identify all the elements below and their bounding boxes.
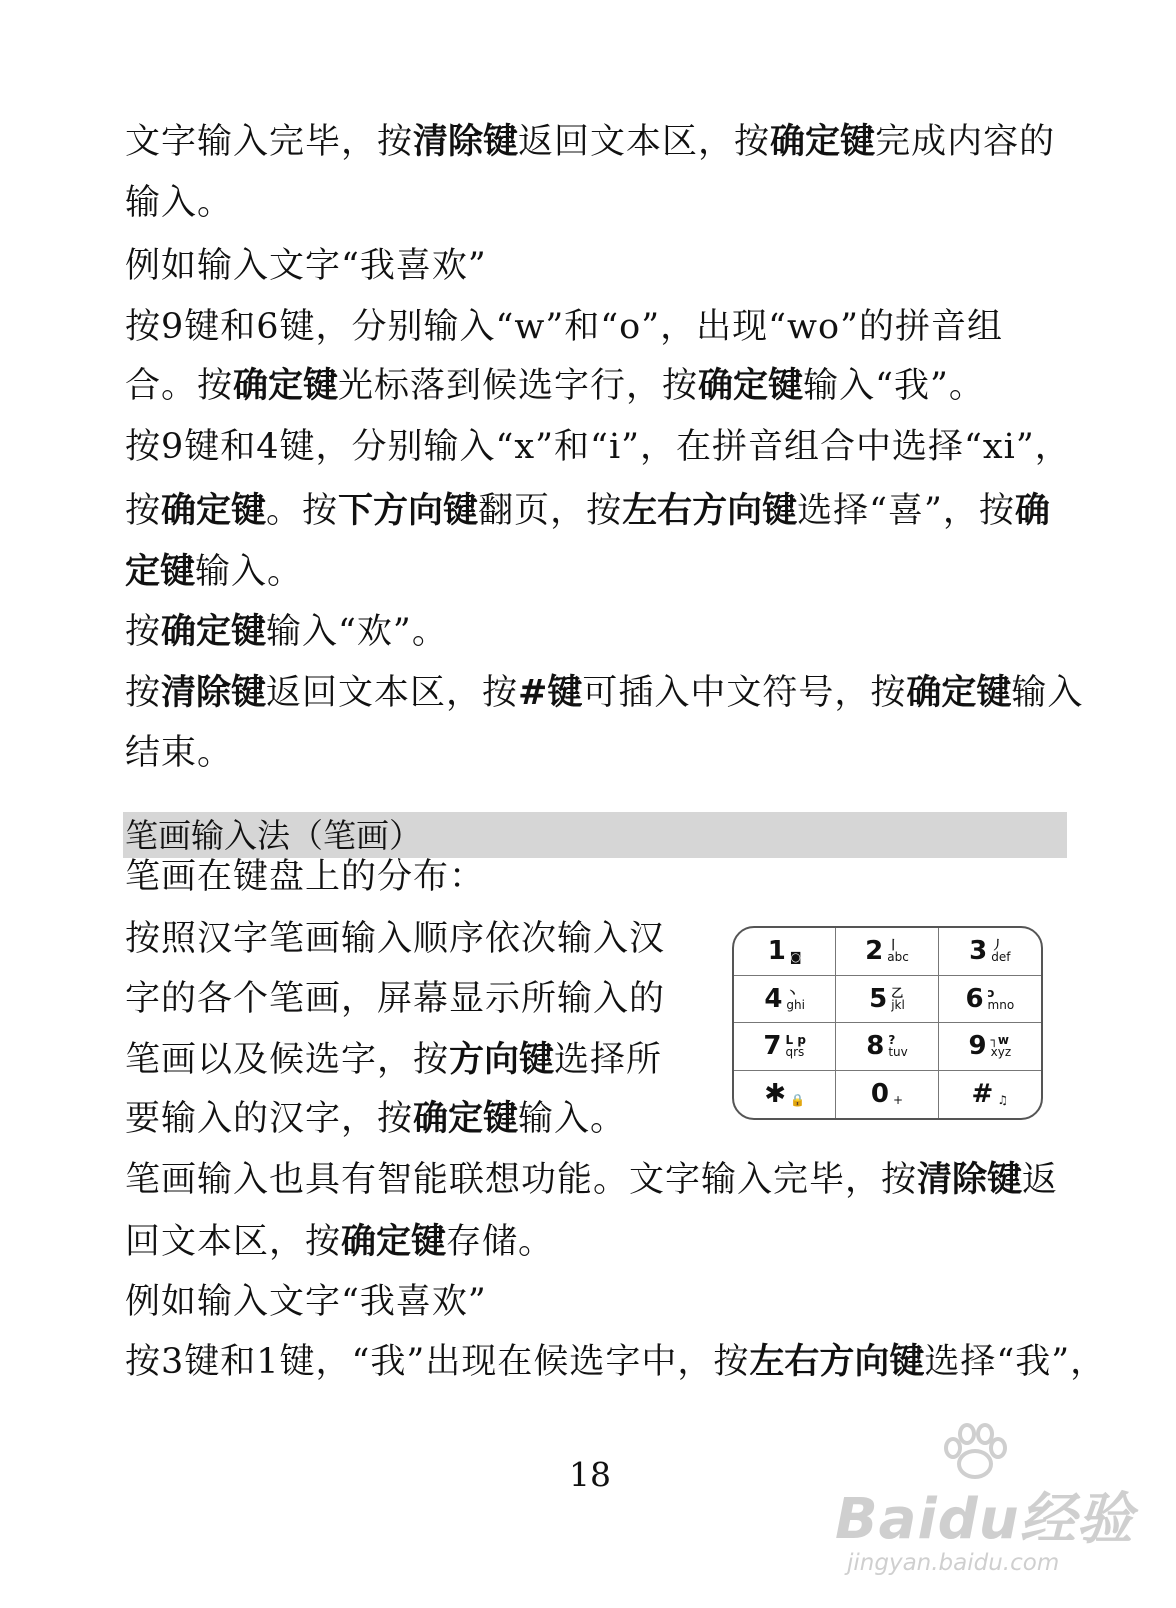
key-digit: 6 [965, 983, 984, 1014]
text-segment: 返回文本区，按 [266, 673, 519, 713]
text-segment: 输入。 [518, 1099, 627, 1139]
text-segment: 选择“喜”，按 [797, 491, 1015, 531]
key-sublabel [991, 939, 1010, 963]
keypad-key [836, 1023, 938, 1071]
key-stroke-mark: ┐w [990, 1033, 1009, 1048]
key-sublabel [893, 1082, 903, 1106]
key-name-bold: 确定键 [413, 1099, 519, 1139]
key-stroke-mark: 乙 [891, 985, 904, 1000]
key-digit: 2 [865, 936, 884, 967]
text-segment: 输入 [1011, 673, 1084, 713]
key-letters: abc [887, 950, 909, 965]
key-sublabel [887, 939, 909, 963]
key-sublabel [991, 1034, 1012, 1058]
keypad-key [734, 1023, 836, 1071]
key-name-bold: 确定键 [341, 1222, 447, 1262]
key-name-bold: 确 [1014, 491, 1050, 531]
key-name-bold: 清除键 [413, 122, 519, 162]
text-line [125, 552, 1065, 592]
key-letters: def [991, 950, 1011, 965]
key-name-bold: 定键 [125, 552, 196, 592]
text-line [125, 1160, 1065, 1200]
text-segment: 笔画以及候选字，按 [125, 1040, 450, 1080]
key-name-bold: 确定键 [233, 366, 339, 406]
key-stroke-mark: 丿 [991, 938, 1004, 953]
text-line [125, 246, 1065, 286]
text-segment: 输入。 [125, 183, 234, 223]
key-name-bold: 确定键 [698, 366, 804, 406]
text-segment: 要输入的汉字，按 [125, 1099, 414, 1139]
key-digit: 5 [869, 983, 888, 1014]
text-line [125, 1282, 1065, 1322]
text-segment: 按 [125, 491, 162, 531]
text-segment: 光标落到候选字行，按 [338, 366, 699, 406]
key-sublabel [790, 939, 802, 963]
key-letters: + [893, 1093, 904, 1108]
text-segment: 字的各个笔画，屏幕显示所输入的 [125, 979, 666, 1019]
text-line [125, 1099, 685, 1139]
text-line [125, 1222, 1065, 1262]
keypad-key [734, 976, 836, 1024]
text-segment: 可插入中文符号，按 [582, 673, 907, 713]
key-digit: 0 [870, 1079, 889, 1110]
keypad-key [939, 928, 1041, 976]
key-name-bold: 左右方向键 [622, 491, 798, 531]
key-name-bold: 确定键 [906, 673, 1012, 713]
keypad-key [734, 1071, 836, 1119]
text-segment: 笔画在键盘上的分布： [125, 857, 486, 897]
key-digit: 9 [968, 1031, 987, 1062]
text-segment: 笔画输入也具有智能联想功能。文字输入完毕，按 [125, 1160, 918, 1200]
text-line [125, 857, 1065, 897]
text-segment: 文字输入完毕，按 [125, 122, 414, 162]
key-stroke-mark: L p [785, 1033, 806, 1048]
key-letters: ♫ [997, 1093, 1009, 1108]
page-number: 18 [569, 1455, 611, 1494]
text-segment: 选择“我”， [924, 1342, 1107, 1382]
key-sublabel [997, 1082, 1008, 1106]
keypad-key [939, 1071, 1041, 1119]
key-letters: 🔒 [790, 1093, 806, 1108]
text-line [125, 427, 1071, 467]
text-segment: 合。按 [125, 366, 234, 406]
key-name-bold: 确定键 [161, 491, 267, 531]
text-segment: 结束。 [125, 733, 234, 773]
text-segment: 按9键和6键，分别输入“w”和“o”，出现“wo”的拼音组 [125, 307, 1003, 347]
text-line [125, 307, 1065, 347]
keypad-key [836, 976, 938, 1024]
text-line [125, 491, 1065, 531]
key-digit: 7 [763, 1031, 782, 1062]
text-segment: 按 [125, 612, 162, 652]
key-letters: qrs [785, 1045, 805, 1060]
watermark-logo: Baidu经验 [835, 1487, 1134, 1552]
text-segment: 例如输入文字“我喜欢” [125, 1282, 487, 1322]
key-digit: 1 [767, 936, 786, 967]
paw-logo-icon [935, 1422, 1015, 1482]
key-name-bold: 确定键 [161, 612, 267, 652]
key-letters: ghi [786, 997, 805, 1012]
key-letters: xyz [990, 1045, 1012, 1060]
key-letters: mno [987, 997, 1015, 1012]
key-sublabel [891, 987, 905, 1011]
text-line [125, 1342, 1107, 1382]
key-name-bold: 清除键 [161, 673, 267, 713]
text-segment: 存储。 [446, 1222, 555, 1262]
key-digit: 8 [866, 1031, 885, 1062]
text-segment: 翻页，按 [478, 491, 623, 531]
text-segment: 回文本区，按 [125, 1222, 342, 1262]
key-name-bold: 清除键 [917, 1160, 1023, 1200]
text-line [125, 673, 1084, 713]
text-segment: 输入。 [195, 552, 304, 592]
key-sublabel [786, 987, 805, 1011]
key-sublabel [888, 1034, 907, 1058]
watermark-url: jingyan.baidu.com [847, 1550, 1060, 1576]
keypad-illustration [732, 926, 1043, 1120]
text-segment: 例如输入文字“我喜欢” [125, 246, 487, 286]
text-segment: 按照汉字笔画输入顺序依次输入汉 [125, 919, 666, 959]
key-stroke-mark: ? [888, 1033, 896, 1048]
key-digit: 4 [764, 983, 783, 1014]
key-stroke-mark: ↄ [987, 985, 995, 1000]
keypad-key [939, 976, 1041, 1024]
text-line [125, 612, 1065, 652]
text-segment: 按9键和4键，分别输入“x”和“i”，在拼音组合中选择“xi”， [125, 427, 1071, 467]
text-line [125, 979, 685, 1019]
keypad-key [836, 928, 938, 976]
text-segment: 返回文本区，按 [518, 122, 771, 162]
text-line [125, 366, 1065, 406]
key-digit: ✱ [764, 1079, 787, 1110]
section-title: 笔画输入法（笔画） [125, 816, 422, 855]
key-digit: # [971, 1079, 994, 1110]
key-stroke-mark: 丨 [887, 938, 900, 953]
watermark [835, 1475, 1134, 1576]
text-line [125, 122, 1065, 162]
text-segment: 返 [1022, 1160, 1059, 1200]
text-segment: 输入“我”。 [803, 366, 985, 406]
key-stroke-mark: 丶 [786, 985, 799, 1000]
text-segment: 选择所 [554, 1040, 663, 1080]
section-header [123, 812, 1067, 858]
key-letters: ◙ [789, 950, 802, 965]
text-segment: 输入“欢”。 [266, 612, 448, 652]
text-line [125, 1040, 685, 1080]
key-sublabel [786, 1034, 806, 1058]
key-name-bold: 下方向键 [338, 491, 479, 531]
key-name-bold: 方向键 [449, 1040, 555, 1080]
text-line [125, 183, 1065, 223]
key-name-bold: 左右方向键 [749, 1342, 925, 1382]
keypad-key [939, 1023, 1041, 1071]
key-digit: 3 [969, 936, 988, 967]
text-segment: 完成内容的 [875, 122, 1056, 162]
key-sublabel [790, 1082, 805, 1106]
text-segment: 按3键和1键，“我”出现在候选字中，按 [125, 1342, 750, 1382]
key-name-bold: 确定键 [770, 122, 876, 162]
text-line [125, 733, 1065, 773]
key-name-bold: #键 [518, 673, 583, 713]
key-letters: jkl [891, 997, 905, 1012]
text-line [125, 919, 685, 959]
keypad-key [836, 1071, 938, 1119]
key-letters: tuv [888, 1045, 908, 1060]
keypad-key [734, 928, 836, 976]
key-sublabel [988, 987, 1015, 1011]
text-segment: 。按 [266, 491, 339, 531]
text-segment: 按 [125, 673, 162, 713]
